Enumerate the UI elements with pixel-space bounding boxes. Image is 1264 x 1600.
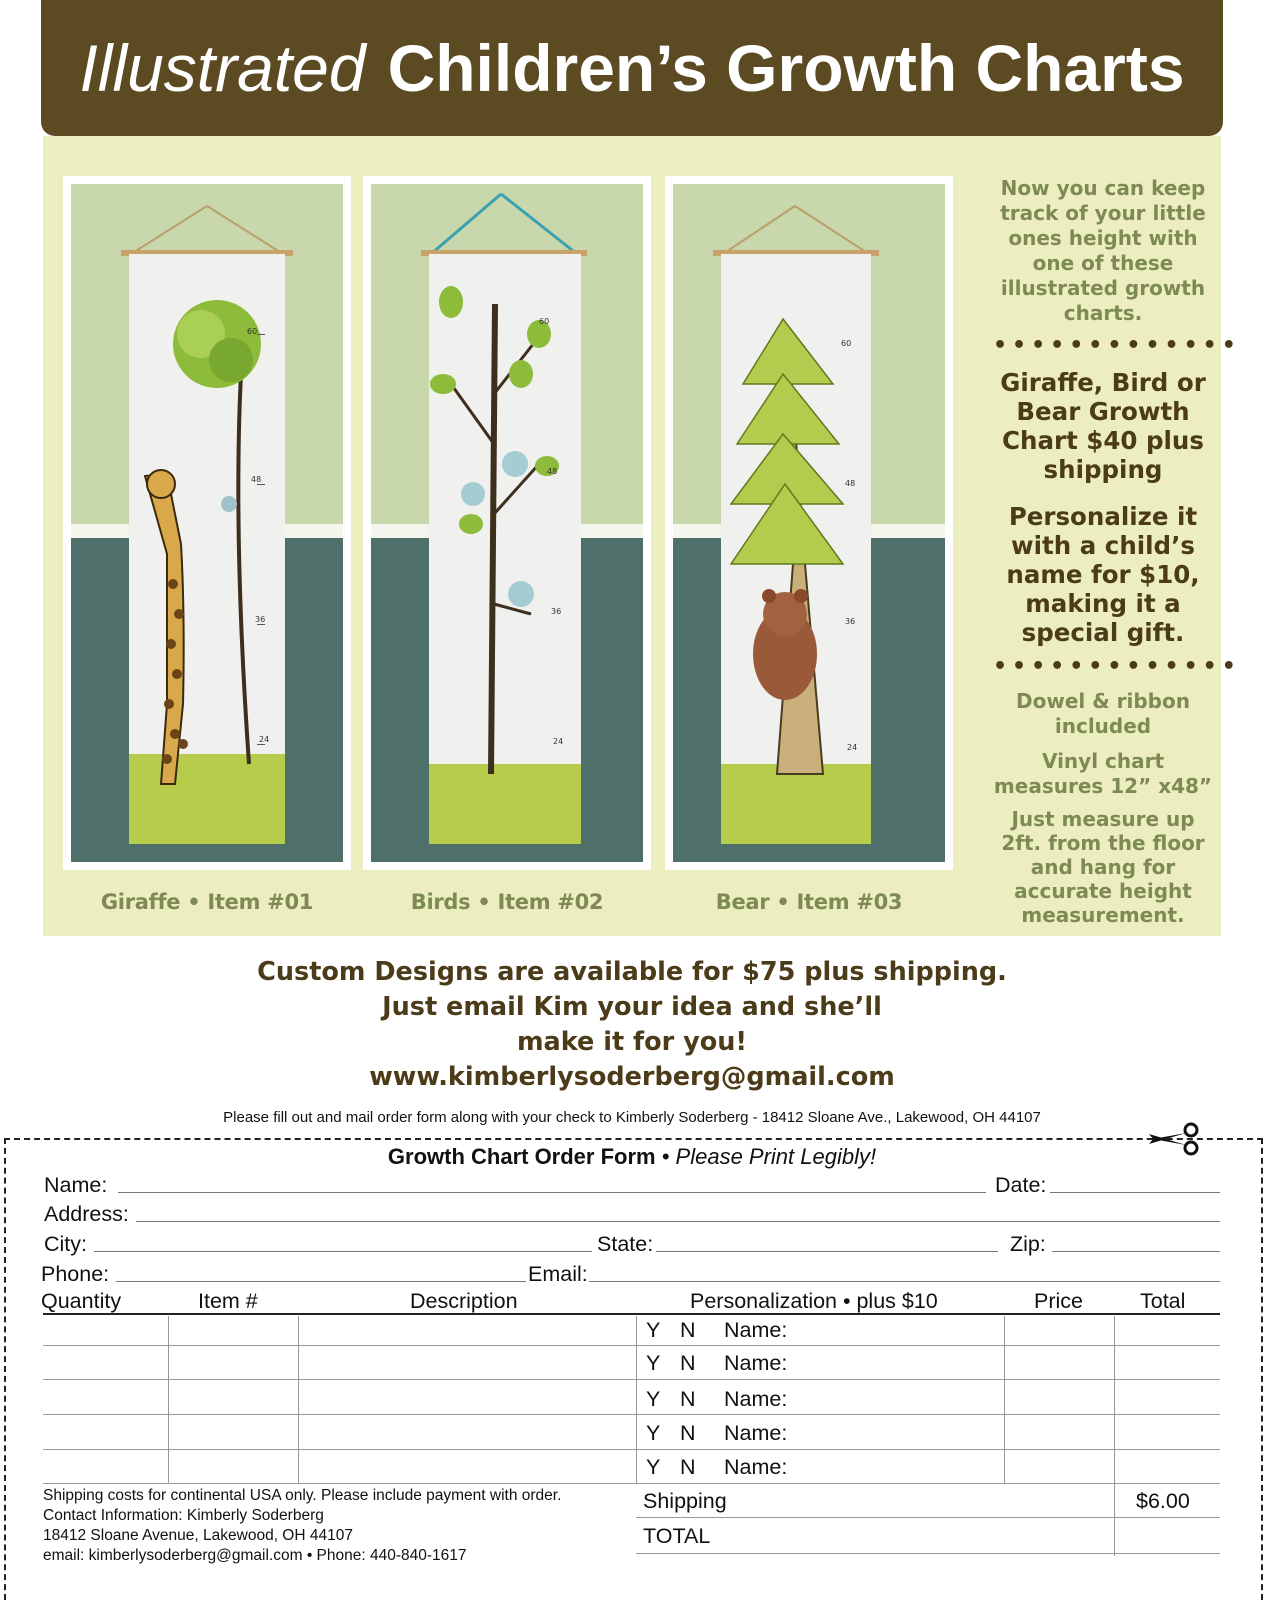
order-form-title xyxy=(0,1144,1264,1170)
note-line-1: Shipping costs for continental USA only. Please include payment with order. xyxy=(43,1487,562,1504)
date-label: Date: xyxy=(995,1173,1047,1197)
grid-line xyxy=(168,1316,169,1484)
yes-option[interactable]: Y xyxy=(646,1351,661,1375)
intro-text: Now you can keep track of your little ones height with one of these illustrated growth charts. xyxy=(1000,176,1206,325)
city-field[interactable] xyxy=(94,1251,592,1252)
custom-line-2: Just email Kim your idea and she’ll xyxy=(382,992,882,1022)
caption-giraffe: Giraffe • Item #01 xyxy=(100,890,314,914)
shipping-label: Shipping xyxy=(643,1489,727,1513)
mark-48: 48 xyxy=(251,475,262,484)
state-field[interactable] xyxy=(656,1251,998,1252)
total-label: TOTAL xyxy=(643,1524,711,1548)
name-field[interactable] xyxy=(118,1192,986,1193)
mail-instructions: Please fill out and mail order form along with your check to Kimberly Soderberg - 18412 Sloane Ave., Lakewood, OH 44107 xyxy=(223,1109,1041,1126)
dowel-text: Dowel & ribbon included xyxy=(1016,689,1190,738)
title-light: Illustrated xyxy=(79,31,366,105)
custom-line-3: make it for you! xyxy=(516,1027,748,1057)
row-divider xyxy=(636,1517,1220,1518)
caption-bear: Bear • Item #03 xyxy=(715,890,903,914)
yes-option[interactable]: Y xyxy=(646,1421,661,1445)
address-label: Address: xyxy=(44,1202,129,1226)
grid-line xyxy=(636,1316,637,1484)
giraffe-chart-illustration xyxy=(71,184,343,862)
personalize-text: Personalize it with a child’s name for $10, making it a special gift. xyxy=(1006,502,1200,647)
no-option[interactable]: N xyxy=(680,1351,696,1375)
grid-line xyxy=(1004,1316,1005,1484)
bear-chart-illustration xyxy=(673,184,945,862)
col-quantity: Quantity xyxy=(41,1289,122,1313)
city-label: City: xyxy=(44,1232,87,1256)
note-line-3: 18412 Sloane Avenue, Lakewood, OH 44107 xyxy=(43,1527,353,1544)
note-line-2: Contact Information: Kimberly Soderberg xyxy=(43,1507,324,1524)
measure-text: Just measure up 2ft. from the floor and hang for accurate height measurement. xyxy=(1001,807,1205,927)
mark-24: 24 xyxy=(847,743,858,752)
row-name-label: Name: xyxy=(724,1421,788,1445)
custom-designs-block xyxy=(0,955,1264,1095)
header-rule xyxy=(43,1313,1220,1315)
product-panel xyxy=(43,136,1241,936)
vinyl-text: Vinyl chart measures 12” x48” xyxy=(993,749,1213,798)
date-field[interactable] xyxy=(1050,1192,1220,1193)
row-name-label: Name: xyxy=(724,1455,788,1479)
mark-24: 24 xyxy=(259,735,270,744)
col-personalization: Personalization • plus $10 xyxy=(690,1289,938,1313)
zip-label: Zip: xyxy=(1010,1232,1046,1256)
price-text: Giraffe, Bird or Bear Growth Chart $40 plus shipping xyxy=(1000,368,1206,484)
phone-label: Phone: xyxy=(41,1262,110,1286)
title-bold: Children’s Growth Charts xyxy=(387,31,1185,105)
row-name-label: Name: xyxy=(724,1318,788,1342)
contact-notes xyxy=(43,1486,561,1566)
mark-36: 36 xyxy=(845,617,856,626)
mark-24: 24 xyxy=(553,737,564,746)
col-total: Total xyxy=(1140,1289,1186,1313)
mark-36: 36 xyxy=(551,607,562,616)
col-price: Price xyxy=(1034,1289,1083,1313)
phone-field[interactable] xyxy=(116,1281,526,1282)
email-label: Email: xyxy=(528,1262,588,1286)
mark-60: 60 xyxy=(539,317,550,326)
yes-option[interactable]: Y xyxy=(646,1455,661,1479)
mark-60: 60 xyxy=(841,339,852,348)
col-description: Description xyxy=(410,1289,518,1313)
row-divider xyxy=(43,1345,1220,1346)
birds-chart-illustration xyxy=(371,184,643,862)
state-label: State: xyxy=(597,1232,654,1256)
mark-48: 48 xyxy=(547,467,558,476)
bear-chart-photo xyxy=(665,176,953,870)
caption-birds: Birds • Item #02 xyxy=(410,890,604,914)
address-field[interactable] xyxy=(136,1221,1220,1222)
no-option[interactable]: N xyxy=(680,1387,696,1411)
form-title: Growth Chart Order Form xyxy=(387,1144,656,1169)
no-option[interactable]: N xyxy=(680,1455,696,1479)
email-link[interactable]: www.kimberlysoderberg@gmail.com xyxy=(369,1062,895,1092)
name-label: Name: xyxy=(44,1173,108,1197)
row-divider xyxy=(43,1414,1220,1415)
giraffe-chart-photo xyxy=(63,176,351,870)
grid-line xyxy=(298,1316,299,1484)
email-field[interactable] xyxy=(589,1281,1220,1282)
dot-divider: ••••••••••••• xyxy=(993,654,1241,679)
zip-field[interactable] xyxy=(1052,1251,1220,1252)
side-info xyxy=(993,176,1241,927)
header-banner xyxy=(41,0,1223,136)
total-field[interactable] xyxy=(1122,1553,1220,1554)
no-option[interactable]: N xyxy=(680,1421,696,1445)
note-line-4: email: kimberlysoderberg@gmail.com • Phone: 440-840-1617 xyxy=(43,1547,467,1564)
row-divider xyxy=(43,1483,1220,1484)
form-subtitle: • Please Print Legibly! xyxy=(661,1144,877,1169)
mark-36: 36 xyxy=(255,615,266,624)
no-option[interactable]: N xyxy=(680,1318,696,1342)
row-name-label: Name: xyxy=(724,1387,788,1411)
mark-48: 48 xyxy=(845,479,856,488)
row-divider xyxy=(43,1449,1220,1450)
yes-option[interactable]: Y xyxy=(646,1318,661,1342)
col-item: Item # xyxy=(198,1289,258,1313)
mark-60: 60 xyxy=(247,327,258,336)
grid-line xyxy=(1114,1316,1115,1556)
dot-divider: ••••••••••••• xyxy=(993,333,1241,358)
row-divider xyxy=(43,1379,1220,1380)
yes-option[interactable]: Y xyxy=(646,1387,661,1411)
shipping-value: $6.00 xyxy=(1136,1489,1190,1513)
birds-chart-photo xyxy=(363,176,651,870)
row-name-label: Name: xyxy=(724,1351,788,1375)
custom-line-1: Custom Designs are available for $75 plus shipping. xyxy=(257,957,1007,987)
